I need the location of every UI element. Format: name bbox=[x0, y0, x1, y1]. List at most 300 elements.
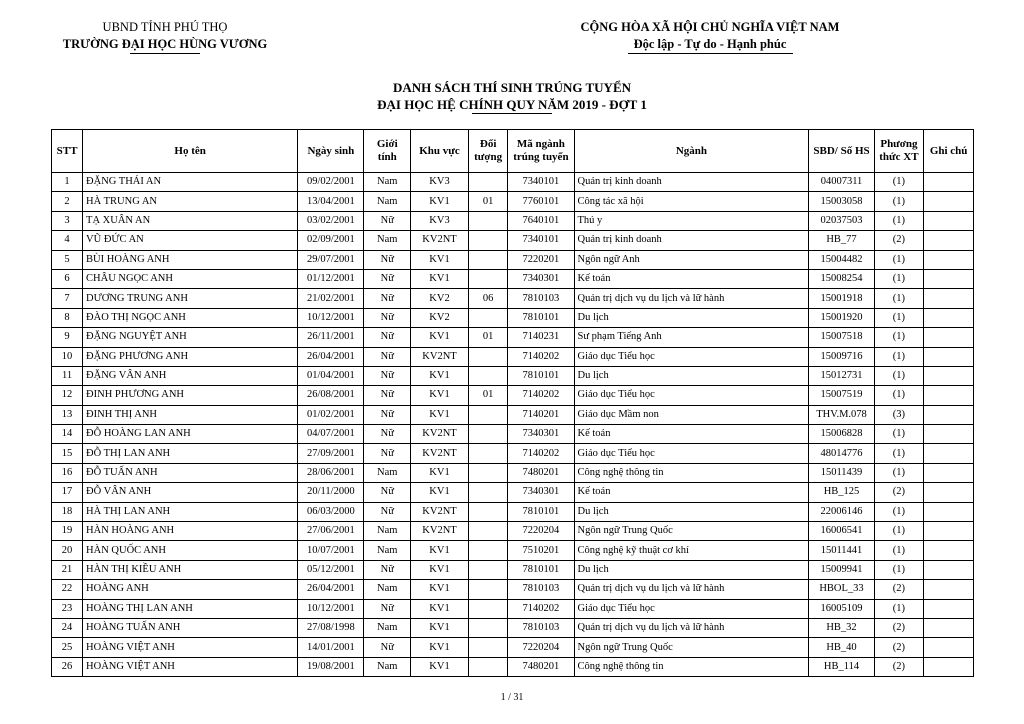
cell-gender: Nam bbox=[364, 541, 411, 560]
cell-method: (1) bbox=[874, 444, 924, 463]
cell-priority: 06 bbox=[468, 289, 507, 308]
cell-major: Giáo dục Mầm non bbox=[574, 405, 809, 424]
cell-note bbox=[924, 657, 974, 676]
cell-sbd: HB_32 bbox=[809, 618, 874, 637]
cell-gender: Nữ bbox=[364, 560, 411, 579]
national-motto: Độc lập - Tự do - Hạnh phúc bbox=[633, 37, 787, 51]
cell-major: Du lịch bbox=[574, 560, 809, 579]
cell-name: ĐINH THỊ ANH bbox=[83, 405, 298, 424]
cell-priority bbox=[468, 173, 507, 192]
cell-stt: 15 bbox=[52, 444, 83, 463]
page-number: 1 / 31 bbox=[500, 692, 524, 703]
cell-gender: Nữ bbox=[364, 366, 411, 385]
cell-note bbox=[924, 463, 974, 482]
col-header-name: Họ tên bbox=[83, 130, 298, 173]
cell-sbd: 02037503 bbox=[809, 211, 874, 230]
cell-priority bbox=[468, 231, 507, 250]
table-row bbox=[52, 599, 974, 618]
cell-major: Thú y bbox=[574, 211, 809, 230]
cell-priority bbox=[468, 211, 507, 230]
cell-sbd: 15009941 bbox=[809, 560, 874, 579]
cell-priority bbox=[468, 250, 507, 269]
cell-priority bbox=[468, 657, 507, 676]
cell-region: KV2 bbox=[411, 308, 469, 327]
cell-major-code: 7480201 bbox=[508, 657, 574, 676]
cell-gender: Nữ bbox=[364, 502, 411, 521]
cell-major: Kế toán bbox=[574, 425, 809, 444]
cell-stt: 25 bbox=[52, 638, 83, 657]
cell-dob: 26/08/2001 bbox=[298, 386, 364, 405]
table-row bbox=[52, 425, 974, 444]
admission-list-table bbox=[51, 129, 974, 677]
cell-method: (1) bbox=[874, 599, 924, 618]
cell-gender: Nữ bbox=[364, 638, 411, 657]
cell-region: KV3 bbox=[411, 211, 469, 230]
cell-major: Giáo dục Tiểu học bbox=[574, 386, 809, 405]
cell-sbd: 15011441 bbox=[809, 541, 874, 560]
cell-region: KV1 bbox=[411, 618, 469, 637]
cell-gender: Nữ bbox=[364, 405, 411, 424]
title-line-2: ĐẠI HỌC HỆ CHÍNH QUY NĂM 2019 - ĐỢT 1 bbox=[377, 97, 647, 112]
cell-gender: Nam bbox=[364, 618, 411, 637]
cell-stt: 4 bbox=[52, 231, 83, 250]
cell-note bbox=[924, 541, 974, 560]
cell-region: KV2NT bbox=[411, 522, 469, 541]
col-header-stt: STT bbox=[52, 130, 83, 173]
province-committee: UBND TỈNH PHÚ THỌ bbox=[102, 20, 228, 34]
cell-dob: 20/11/2000 bbox=[298, 483, 364, 502]
cell-major: Quản trị dịch vụ du lịch và lữ hành bbox=[574, 289, 809, 308]
cell-sbd: 16005109 bbox=[809, 599, 874, 618]
cell-note bbox=[924, 560, 974, 579]
cell-priority bbox=[468, 405, 507, 424]
cell-major-code: 7810101 bbox=[508, 366, 574, 385]
cell-sbd: 15001918 bbox=[809, 289, 874, 308]
cell-major: Kế toán bbox=[574, 269, 809, 288]
cell-major-code: 7140202 bbox=[508, 386, 574, 405]
header-right bbox=[560, 19, 860, 54]
cell-name: HÀ TRUNG AN bbox=[83, 192, 298, 211]
cell-name: VŨ ĐỨC AN bbox=[83, 231, 298, 250]
table-row bbox=[52, 269, 974, 288]
cell-sbd: 15001920 bbox=[809, 308, 874, 327]
cell-sbd: 22006146 bbox=[809, 502, 874, 521]
cell-name: ĐỖ HOÀNG LAN ANH bbox=[83, 425, 298, 444]
cell-name: ĐỖ VÂN ANH bbox=[83, 483, 298, 502]
cell-region: KV1 bbox=[411, 638, 469, 657]
cell-dob: 26/04/2001 bbox=[298, 347, 364, 366]
cell-stt: 26 bbox=[52, 657, 83, 676]
cell-note bbox=[924, 289, 974, 308]
cell-dob: 27/09/2001 bbox=[298, 444, 364, 463]
cell-dob: 05/12/2001 bbox=[298, 560, 364, 579]
cell-dob: 01/04/2001 bbox=[298, 366, 364, 385]
cell-dob: 01/02/2001 bbox=[298, 405, 364, 424]
cell-stt: 19 bbox=[52, 522, 83, 541]
cell-region: KV1 bbox=[411, 250, 469, 269]
cell-note bbox=[924, 231, 974, 250]
cell-priority bbox=[468, 560, 507, 579]
cell-gender: Nữ bbox=[364, 444, 411, 463]
table-row bbox=[52, 483, 974, 502]
cell-major: Du lịch bbox=[574, 308, 809, 327]
cell-dob: 27/06/2001 bbox=[298, 522, 364, 541]
cell-priority bbox=[468, 308, 507, 327]
col-header-method: Phương thức XT bbox=[874, 130, 924, 173]
table-row bbox=[52, 231, 974, 250]
cell-region: KV1 bbox=[411, 580, 469, 599]
cell-gender: Nam bbox=[364, 463, 411, 482]
cell-major: Quản trị kinh doanh bbox=[574, 231, 809, 250]
cell-name: ĐINH PHƯƠNG ANH bbox=[83, 386, 298, 405]
table-row bbox=[52, 522, 974, 541]
table-row bbox=[52, 502, 974, 521]
cell-name: HÀN HOÀNG ANH bbox=[83, 522, 298, 541]
cell-method: (1) bbox=[874, 289, 924, 308]
cell-dob: 27/08/1998 bbox=[298, 618, 364, 637]
cell-name: HOÀNG VIỆT ANH bbox=[83, 657, 298, 676]
cell-sbd: 15003058 bbox=[809, 192, 874, 211]
col-header-note: Ghi chú bbox=[924, 130, 974, 173]
cell-stt: 14 bbox=[52, 425, 83, 444]
table-row bbox=[52, 308, 974, 327]
cell-method: (1) bbox=[874, 522, 924, 541]
cell-dob: 14/01/2001 bbox=[298, 638, 364, 657]
table-row bbox=[52, 560, 974, 579]
cell-gender: Nam bbox=[364, 192, 411, 211]
cell-gender: Nữ bbox=[364, 308, 411, 327]
cell-dob: 21/02/2001 bbox=[298, 289, 364, 308]
cell-note bbox=[924, 328, 974, 347]
table-row bbox=[52, 638, 974, 657]
cell-priority bbox=[468, 502, 507, 521]
cell-note bbox=[924, 599, 974, 618]
cell-stt: 8 bbox=[52, 308, 83, 327]
cell-note bbox=[924, 405, 974, 424]
cell-note bbox=[924, 192, 974, 211]
cell-note bbox=[924, 347, 974, 366]
cell-major-code: 7480201 bbox=[508, 463, 574, 482]
cell-major: Giáo dục Tiểu học bbox=[574, 347, 809, 366]
cell-stt: 13 bbox=[52, 405, 83, 424]
cell-priority bbox=[468, 580, 507, 599]
cell-method: (1) bbox=[874, 463, 924, 482]
cell-gender: Nam bbox=[364, 173, 411, 192]
cell-dob: 29/07/2001 bbox=[298, 250, 364, 269]
cell-priority bbox=[468, 366, 507, 385]
cell-stt: 21 bbox=[52, 560, 83, 579]
cell-name: ĐÀO THỊ NGỌC ANH bbox=[83, 308, 298, 327]
cell-major-code: 7340301 bbox=[508, 483, 574, 502]
table-body bbox=[52, 173, 974, 677]
cell-method: (2) bbox=[874, 638, 924, 657]
cell-sbd: 15006828 bbox=[809, 425, 874, 444]
cell-region: KV1 bbox=[411, 483, 469, 502]
cell-dob: 04/07/2001 bbox=[298, 425, 364, 444]
table-row bbox=[52, 366, 974, 385]
cell-sbd: 15011439 bbox=[809, 463, 874, 482]
cell-sbd: HB_77 bbox=[809, 231, 874, 250]
cell-stt: 17 bbox=[52, 483, 83, 502]
cell-gender: Nam bbox=[364, 580, 411, 599]
cell-stt: 10 bbox=[52, 347, 83, 366]
cell-region: KV1 bbox=[411, 405, 469, 424]
cell-method: (1) bbox=[874, 250, 924, 269]
cell-priority bbox=[468, 483, 507, 502]
cell-method: (1) bbox=[874, 308, 924, 327]
cell-method: (1) bbox=[874, 560, 924, 579]
cell-major-code: 7140231 bbox=[508, 328, 574, 347]
cell-note bbox=[924, 386, 974, 405]
cell-method: (1) bbox=[874, 425, 924, 444]
cell-gender: Nữ bbox=[364, 347, 411, 366]
cell-sbd: HB_125 bbox=[809, 483, 874, 502]
table-row bbox=[52, 618, 974, 637]
cell-stt: 6 bbox=[52, 269, 83, 288]
table-row bbox=[52, 541, 974, 560]
cell-major-code: 7340101 bbox=[508, 231, 574, 250]
cell-note bbox=[924, 425, 974, 444]
table-row bbox=[52, 580, 974, 599]
cell-sbd: HB_114 bbox=[809, 657, 874, 676]
cell-method: (1) bbox=[874, 386, 924, 405]
cell-dob: 03/02/2001 bbox=[298, 211, 364, 230]
cell-name: HÀ THỊ LAN ANH bbox=[83, 502, 298, 521]
cell-dob: 13/04/2001 bbox=[298, 192, 364, 211]
cell-priority bbox=[468, 425, 507, 444]
cell-stt: 11 bbox=[52, 366, 83, 385]
cell-method: (2) bbox=[874, 657, 924, 676]
cell-region: KV1 bbox=[411, 192, 469, 211]
cell-note bbox=[924, 173, 974, 192]
cell-stt: 23 bbox=[52, 599, 83, 618]
cell-priority bbox=[468, 347, 507, 366]
cell-sbd: 15009716 bbox=[809, 347, 874, 366]
cell-major-code: 7220204 bbox=[508, 522, 574, 541]
cell-note bbox=[924, 502, 974, 521]
cell-name: ĐẶNG NGUYỆT ANH bbox=[83, 328, 298, 347]
cell-dob: 19/08/2001 bbox=[298, 657, 364, 676]
cell-gender: Nữ bbox=[364, 269, 411, 288]
cell-method: (2) bbox=[874, 483, 924, 502]
cell-major-code: 7810103 bbox=[508, 289, 574, 308]
cell-sbd: 48014776 bbox=[809, 444, 874, 463]
cell-region: KV1 bbox=[411, 269, 469, 288]
cell-sbd: HBOL_33 bbox=[809, 580, 874, 599]
cell-region: KV1 bbox=[411, 599, 469, 618]
document-title bbox=[0, 79, 1024, 114]
title-line-1: DANH SÁCH THÍ SINH TRÚNG TUYỂN bbox=[392, 80, 632, 95]
table-row bbox=[52, 444, 974, 463]
cell-region: KV1 bbox=[411, 463, 469, 482]
cell-name: TẠ XUÂN AN bbox=[83, 211, 298, 230]
cell-dob: 28/06/2001 bbox=[298, 463, 364, 482]
country-name: CỘNG HÒA XÃ HỘI CHỦ NGHĨA VIỆT NAM bbox=[580, 20, 840, 34]
cell-region: KV1 bbox=[411, 560, 469, 579]
cell-gender: Nữ bbox=[364, 211, 411, 230]
cell-name: ĐẶNG VÂN ANH bbox=[83, 366, 298, 385]
cell-major-code: 7810103 bbox=[508, 580, 574, 599]
cell-name: BÙI HOÀNG ANH bbox=[83, 250, 298, 269]
cell-sbd: 04007311 bbox=[809, 173, 874, 192]
cell-gender: Nam bbox=[364, 231, 411, 250]
col-header-region: Khu vực bbox=[411, 130, 469, 173]
cell-note bbox=[924, 366, 974, 385]
cell-priority bbox=[468, 522, 507, 541]
cell-major-code: 7510201 bbox=[508, 541, 574, 560]
cell-method: (2) bbox=[874, 580, 924, 599]
col-header-major: Ngành bbox=[574, 130, 809, 173]
table-row bbox=[52, 328, 974, 347]
cell-major: Du lịch bbox=[574, 366, 809, 385]
cell-priority bbox=[468, 638, 507, 657]
cell-method: (2) bbox=[874, 618, 924, 637]
cell-stt: 1 bbox=[52, 173, 83, 192]
cell-major-code: 7140202 bbox=[508, 599, 574, 618]
cell-dob: 09/02/2001 bbox=[298, 173, 364, 192]
cell-method: (1) bbox=[874, 192, 924, 211]
cell-region: KV2NT bbox=[411, 444, 469, 463]
table-row bbox=[52, 386, 974, 405]
cell-region: KV1 bbox=[411, 366, 469, 385]
cell-major: Công nghệ kỹ thuật cơ khí bbox=[574, 541, 809, 560]
cell-note bbox=[924, 308, 974, 327]
cell-method: (2) bbox=[874, 231, 924, 250]
table-row bbox=[52, 347, 974, 366]
cell-stt: 5 bbox=[52, 250, 83, 269]
cell-stt: 9 bbox=[52, 328, 83, 347]
cell-stt: 2 bbox=[52, 192, 83, 211]
cell-dob: 10/07/2001 bbox=[298, 541, 364, 560]
cell-major: Ngôn ngữ Trung Quốc bbox=[574, 638, 809, 657]
header-left bbox=[40, 19, 290, 54]
table-row bbox=[52, 173, 974, 192]
cell-major: Quản trị dịch vụ du lịch và lữ hành bbox=[574, 618, 809, 637]
cell-region: KV3 bbox=[411, 173, 469, 192]
cell-note bbox=[924, 618, 974, 637]
cell-sbd: 15004482 bbox=[809, 250, 874, 269]
cell-major: Công tác xã hội bbox=[574, 192, 809, 211]
cell-note bbox=[924, 638, 974, 657]
cell-name: HÀN QUỐC ANH bbox=[83, 541, 298, 560]
cell-note bbox=[924, 250, 974, 269]
cell-major: Công nghệ thông tin bbox=[574, 463, 809, 482]
table-row bbox=[52, 192, 974, 211]
header-left-underline bbox=[130, 53, 200, 54]
cell-name: HOÀNG ANH bbox=[83, 580, 298, 599]
cell-major: Quản trị dịch vụ du lịch và lữ hành bbox=[574, 580, 809, 599]
cell-major-code: 7220204 bbox=[508, 638, 574, 657]
cell-gender: Nam bbox=[364, 657, 411, 676]
table-row bbox=[52, 405, 974, 424]
cell-note bbox=[924, 580, 974, 599]
table-row bbox=[52, 657, 974, 676]
cell-major: Quản trị kinh doanh bbox=[574, 173, 809, 192]
cell-method: (1) bbox=[874, 366, 924, 385]
cell-method: (1) bbox=[874, 328, 924, 347]
table-row bbox=[52, 211, 974, 230]
cell-priority bbox=[468, 599, 507, 618]
cell-priority bbox=[468, 463, 507, 482]
cell-name: DƯƠNG TRUNG ANH bbox=[83, 289, 298, 308]
cell-region: KV2NT bbox=[411, 231, 469, 250]
cell-priority bbox=[468, 618, 507, 637]
cell-major: Sư phạm Tiếng Anh bbox=[574, 328, 809, 347]
cell-region: KV2 bbox=[411, 289, 469, 308]
cell-region: KV1 bbox=[411, 657, 469, 676]
cell-region: KV2NT bbox=[411, 502, 469, 521]
cell-method: (1) bbox=[874, 347, 924, 366]
cell-priority bbox=[468, 541, 507, 560]
cell-dob: 26/11/2001 bbox=[298, 328, 364, 347]
cell-major: Ngôn ngữ Trung Quốc bbox=[574, 522, 809, 541]
cell-stt: 3 bbox=[52, 211, 83, 230]
col-header-priority: Đối tượng bbox=[468, 130, 507, 173]
university-name: TRƯỜNG ĐẠI HỌC HÙNG VƯƠNG bbox=[62, 37, 268, 51]
cell-major: Ngôn ngữ Anh bbox=[574, 250, 809, 269]
cell-sbd: HB_40 bbox=[809, 638, 874, 657]
title-underline bbox=[472, 113, 552, 114]
cell-region: KV2NT bbox=[411, 425, 469, 444]
cell-gender: Nữ bbox=[364, 289, 411, 308]
col-header-gender: Giới tính bbox=[364, 130, 411, 173]
cell-method: (1) bbox=[874, 541, 924, 560]
cell-stt: 24 bbox=[52, 618, 83, 637]
col-header-sbd: SBD/ Số HS bbox=[809, 130, 874, 173]
cell-stt: 16 bbox=[52, 463, 83, 482]
cell-stt: 7 bbox=[52, 289, 83, 308]
cell-method: (3) bbox=[874, 405, 924, 424]
cell-priority: 01 bbox=[468, 192, 507, 211]
cell-major: Giáo dục Tiểu học bbox=[574, 444, 809, 463]
cell-sbd: THV.M.078 bbox=[809, 405, 874, 424]
cell-method: (1) bbox=[874, 502, 924, 521]
cell-region: KV2NT bbox=[411, 347, 469, 366]
cell-priority: 01 bbox=[468, 386, 507, 405]
cell-major-code: 7140202 bbox=[508, 347, 574, 366]
cell-stt: 20 bbox=[52, 541, 83, 560]
cell-method: (1) bbox=[874, 211, 924, 230]
cell-dob: 01/12/2001 bbox=[298, 269, 364, 288]
cell-name: HOÀNG TUẤN ANH bbox=[83, 618, 298, 637]
cell-priority bbox=[468, 269, 507, 288]
cell-gender: Nam bbox=[364, 522, 411, 541]
cell-stt: 18 bbox=[52, 502, 83, 521]
cell-dob: 06/03/2000 bbox=[298, 502, 364, 521]
cell-major-code: 7140201 bbox=[508, 405, 574, 424]
cell-dob: 10/12/2001 bbox=[298, 599, 364, 618]
cell-method: (1) bbox=[874, 173, 924, 192]
cell-note bbox=[924, 483, 974, 502]
cell-gender: Nữ bbox=[364, 250, 411, 269]
header-right-underline bbox=[628, 53, 793, 54]
cell-major-code: 7340301 bbox=[508, 269, 574, 288]
cell-sbd: 15007518 bbox=[809, 328, 874, 347]
table-row bbox=[52, 250, 974, 269]
cell-dob: 26/04/2001 bbox=[298, 580, 364, 599]
cell-dob: 10/12/2001 bbox=[298, 308, 364, 327]
cell-region: KV1 bbox=[411, 328, 469, 347]
cell-major-code: 7810103 bbox=[508, 618, 574, 637]
cell-note bbox=[924, 522, 974, 541]
cell-major-code: 7810101 bbox=[508, 502, 574, 521]
cell-name: HOÀNG VIỆT ANH bbox=[83, 638, 298, 657]
cell-name: HOÀNG THỊ LAN ANH bbox=[83, 599, 298, 618]
col-header-major-code: Mã ngành trúng tuyển bbox=[508, 130, 574, 173]
cell-name: ĐẶNG THÁI AN bbox=[83, 173, 298, 192]
cell-major-code: 7340301 bbox=[508, 425, 574, 444]
cell-name: HÀN THỊ KIỀU ANH bbox=[83, 560, 298, 579]
